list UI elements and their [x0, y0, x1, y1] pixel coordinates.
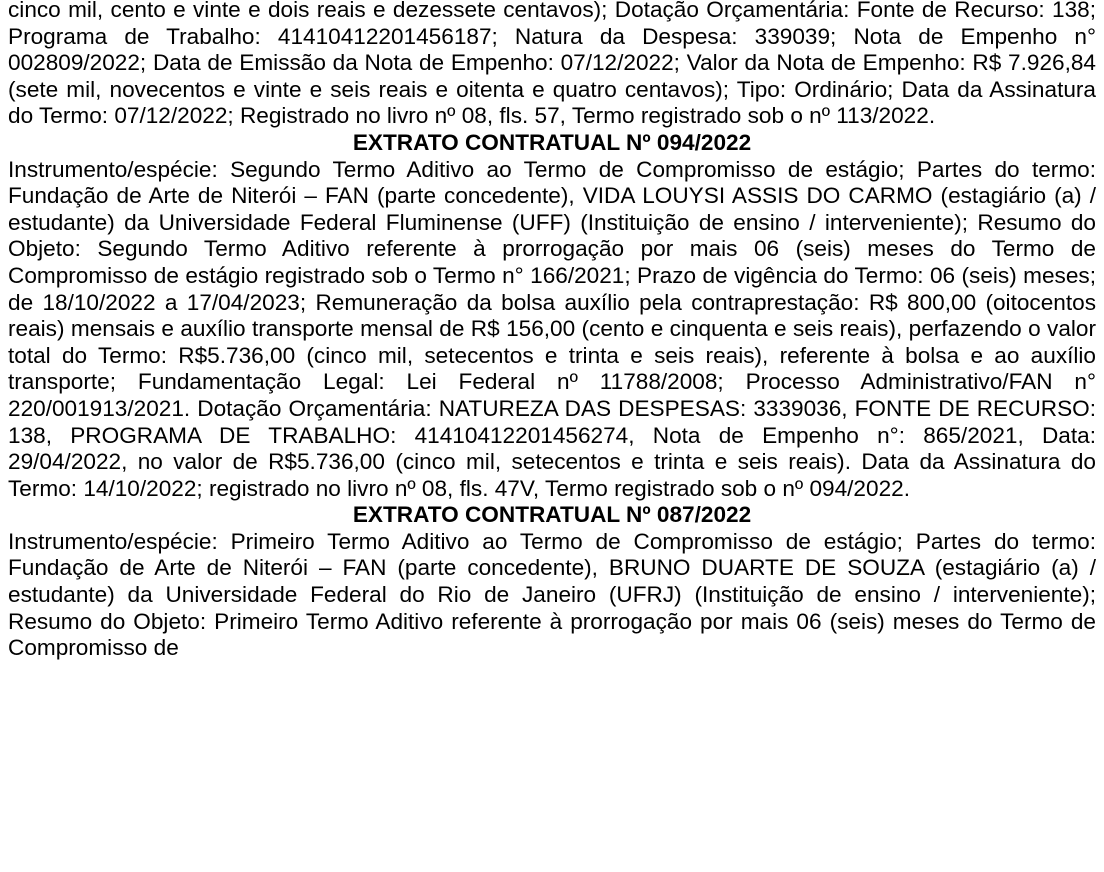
extract-body-094: Instrumento/espécie: Segundo Termo Aditivo ao Termo de Compromisso de estágio; Partes do termo: Fundação de Arte de Niterói – FAN (parte concedente), VIDA LOUYSI ASSIS DO CARMO (estagiário (a) / estudante) da Universidade Federal Fluminense (UFF) (Instituição de ensino / interveniente); Resumo do Objeto: Segundo Termo Aditivo referente à prorrogação por mais 06 (seis) meses do Termo de Compromisso de estágio registrado sob o Termo n° 166/2021; Prazo de vigência do Termo: 06 (seis) meses; de 18/10/2022 a 17/04/2023; Remuneração da bolsa auxílio pela contraprestação: R$ 800,00 (oitocentos reais) mensais e auxílio transporte mensal de R$ 156,00 (cento e cinquenta e seis reais), perfazendo o valor total do Termo: R$5.736,00 (cinco mil, setecentos e trinta e seis reais), referente à bolsa e ao auxílio transporte; Fundamentação Legal: Lei Federal nº 11788/2008; Processo Administrativo/FAN n° 220/001913/2021. Dotação Orçamentária: NATUREZA DAS DESPESAS: 3339036, FONTE DE RECURSO: 138, PROGRAMA DE TRABALHO: 41410412201456274, Nota de Empenho n°: 865/2021, Data: 29/04/2022, no valor de R$5.736,00 (cinco mil, setecentos e trinta e seis reais). Data da Assinatura do Termo: 14/10/2022; registrado no livro nº 08, fls. 47V, Termo registrado sob o nº 094/2022. — [8, 156, 1096, 501]
continued-paragraph: cinco mil, cento e vinte e dois reais e dezessete centavos); Dotação Orçamentária: Fonte de Recurso: 138; Programa de Trabalho: 41410412201456187; Natura da Despesa: 339039; Nota de Empenho n° 002809/2022; Data de Emissão da Nota de Empenho: 07/12/2022; Valor da Nota de Empenho: R$ 7.926,84 (sete mil, novecentos e vinte e seis reais e oitenta e quatro centavos); Tipo: Ordinário; Data da Assinatura do Termo: 07/12/2022; Registrado no livro nº 08, fls. 57, Termo registrado sob o nº 113/2022. — [8, 0, 1096, 129]
extract-heading-087: EXTRATO CONTRATUAL Nº 087/2022 — [352, 502, 752, 528]
extract-heading-094: EXTRATO CONTRATUAL Nº 094/2022 — [352, 129, 752, 155]
extract-body-087: Instrumento/espécie: Primeiro Termo Aditivo ao Termo de Compromisso de estágio; Partes do termo: Fundação de Arte de Niterói – FAN (parte concedente), BRUNO DUARTE DE SOUZA (estagiário (a) / estudante) da Universidade Federal do Rio de Janeiro (UFRJ) (Instituição de ensino / interveniente); Resumo do Objeto: Primeiro Termo Aditivo referente à prorrogação por mais 06 (seis) meses do Termo de Compromisso de — [8, 528, 1096, 661]
document-page — [8, 0, 1096, 662]
